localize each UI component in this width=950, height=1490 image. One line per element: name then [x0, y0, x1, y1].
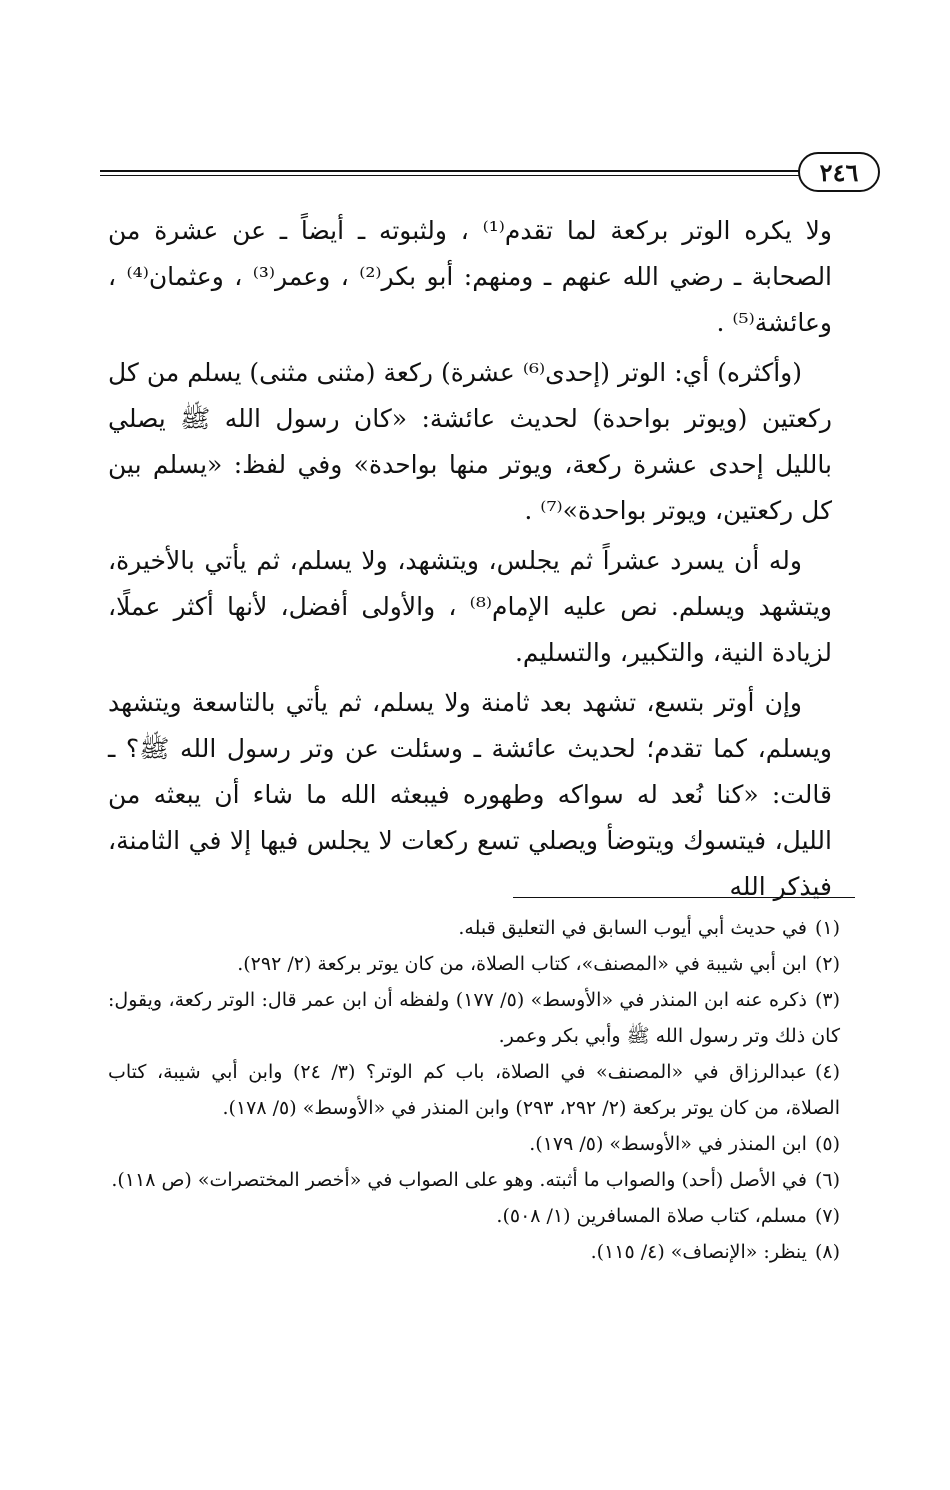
footnote-number: (٦): [814, 1169, 840, 1191]
footnote: [108, 982, 840, 1054]
footnote: [108, 1234, 840, 1270]
header-rule: [100, 170, 800, 172]
footnote-text: ينظر: «الإنصاف» (٤/ ١١٥).: [590, 1241, 807, 1263]
footnote: [108, 946, 840, 982]
page-header: [100, 150, 880, 190]
footnote-text: ابن أبي شيبة في «المصنف»، كتاب الصلاة، من كان يوتر بركعة (٢/ ٢٩٢).: [237, 953, 807, 975]
footnote-number: (١): [814, 917, 840, 939]
footnote: [108, 910, 840, 946]
footnote: [108, 1198, 840, 1234]
footnote-number: (٧): [814, 1205, 840, 1227]
footnotes: [108, 910, 840, 1270]
footnote-number: (٢): [814, 953, 840, 975]
footnote-text: مسلم، كتاب صلاة المسافرين (١/ ٥٠٨).: [496, 1205, 807, 1227]
footnote-number: (٨): [814, 1241, 840, 1263]
footnote-text: عبدالرزاق في «المصنف» في الصلاة، باب كم الوتر؟ (٣/ ٢٤) وابن أبي شيبة، كتاب الصلاة، من كان يوتر بركعة (٢/ ٢٩٢، ٢٩٣) وابن المنذر في «الأوسط» (٥/ ١٧٨).: [108, 1061, 840, 1119]
footnote-number: (٣): [814, 989, 840, 1011]
footnote: [108, 1162, 840, 1198]
footnote-number: (٤): [814, 1061, 840, 1083]
footnote: [108, 1126, 840, 1162]
footnote-text: ذكره عنه ابن المنذر في «الأوسط» (٥/ ١٧٧) ولفظه أن ابن عمر قال: الوتر ركعة، ويقول: كان ذلك وتر رسول الله ﷺ وأبي بكر وعمر.: [108, 989, 840, 1047]
footnote-text: في حديث أبي أيوب السابق في التعليق قبله.: [458, 917, 807, 939]
footnote-number: (٥): [814, 1133, 840, 1155]
paragraph: (وأكثره) أي: الوتر (إحدى⁽⁶⁾ عشرة) ركعة (مثنى مثنى) يسلم من كل ركعتين (ويوتر بواحدة) لحديث عائشة: «كان رسول الله ﷺ يصلي بالليل إحدى عشرة ركعة، ويوتر منها بواحدة» وفي لفظ: «يسلم بين كل ركعتين، ويوتر بواحدة»⁽⁷⁾ .: [108, 358, 832, 525]
footnote-text: في الأصل (أحد) والصواب ما أثبته. وهو على الصواب في «أخصر المختصرات» (ص ١١٨).: [111, 1169, 807, 1191]
paragraph: وله أن يسرد عشراً ثم يجلس، ويتشهد، ولا يسلم، ثم يأتي بالأخيرة، ويتشهد ويسلم. نص عليه الإمام⁽⁸⁾ ، والأولى أفضل، لأنها أكثر عملًا، لزيادة النية، والتكبير، والتسليم.: [108, 546, 832, 667]
header-rule-thin: [100, 175, 800, 176]
footnote-divider: [513, 897, 855, 898]
paragraph: ولا يكره الوتر بركعة لما تقدم⁽¹⁾ ، ولثبوته ـ أيضاً ـ عن عشرة من الصحابة ـ رضي الله عنهم ـ ومنهم: أبو بكر⁽²⁾ ، وعمر⁽³⁾ ، وعثمان⁽⁴⁾ ، وعائشة⁽⁵⁾ .: [108, 216, 833, 337]
footnote-text: ابن المنذر في «الأوسط» (٥/ ١٧٩).: [529, 1133, 807, 1155]
footnote: [108, 1054, 840, 1126]
page-number: ٢٤٦: [798, 152, 880, 192]
main-text: [108, 208, 832, 914]
paragraph: وإن أوتر بتسع، تشهد بعد ثامنة ولا يسلم، ثم يأتي بالتاسعة ويتشهد ويسلم، كما تقدم؛ لحديث عائشة ـ وسئلت عن وتر رسول الله ﷺ؟ ـ قالت: «كنا نُعد له سواكه وطهوره فيبعثه الله ما شاء أن يبعثه من الليل، فيتسوك ويتوضأ ويصلي تسع ركعات لا يجلس فيها إلا في الثامنة، فيذكر الله: [108, 688, 832, 901]
